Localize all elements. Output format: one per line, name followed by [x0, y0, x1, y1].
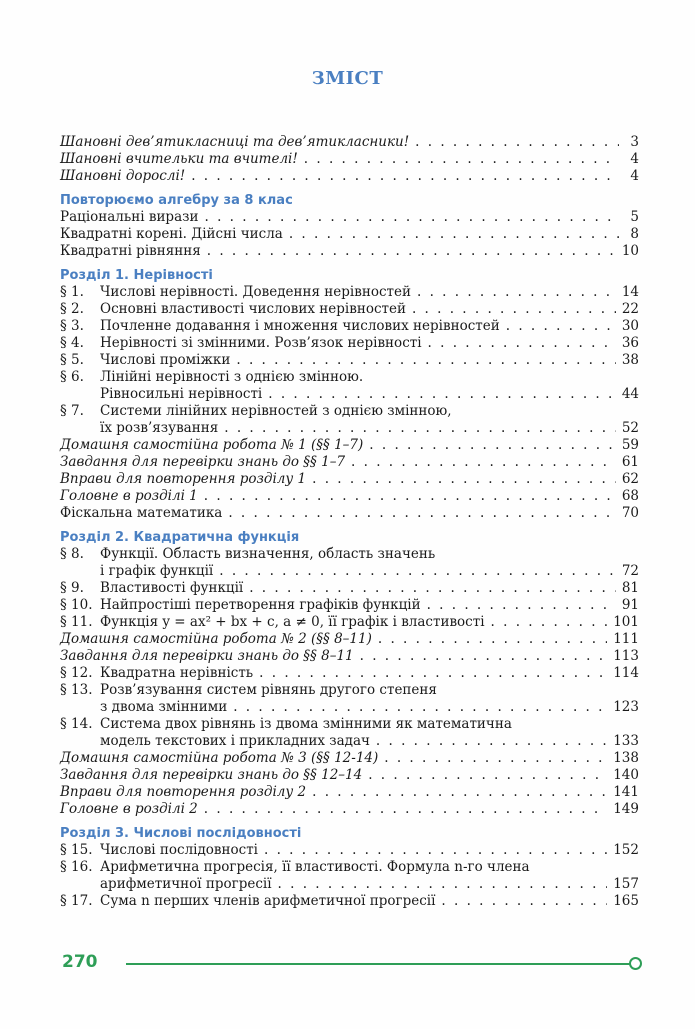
- toc-entry-continued[interactable]: Рівносильні нерівності . . . 44: [60, 386, 639, 403]
- toc-entry[interactable]: § 8. Функції. Область визначення, область значень: [60, 546, 436, 562]
- section-heading: Повторюємо алгебру за 8 клас: [60, 193, 293, 208]
- toc-entry[interactable]: Завдання для перевірки знань до §§ 1–7 . . . 61: [60, 454, 639, 471]
- toc-entry-continued[interactable]: і графік функції . . . 72: [60, 563, 639, 580]
- page-title: ЗМІСТ: [311, 68, 384, 89]
- section-heading: Розділ 1. Нерівності: [60, 268, 213, 283]
- toc-entry[interactable]: Фіскальна математика . . . 70: [60, 505, 639, 522]
- toc-entry[interactable]: Домашня самостійна робота № 3 (§§ 12-14) . . . 138: [60, 750, 639, 767]
- toc-entry[interactable]: Головне в розділі 2 . . . 149: [60, 801, 639, 818]
- toc-entry[interactable]: Квадратні корені. Дійсні числа . . . 8: [60, 226, 639, 243]
- table-of-contents: [60, 134, 639, 910]
- page-number: 270: [62, 952, 98, 972]
- toc-entry[interactable]: Завдання для перевірки знань до §§ 12–14 . . . 140: [60, 767, 639, 784]
- toc-entry[interactable]: § 9. Властивості функції . . . 81: [60, 580, 639, 597]
- toc-entry[interactable]: § 12. Квадратна нерівність . . . 114: [60, 665, 639, 682]
- toc-entry[interactable]: Вправи для повторення розділу 1 . . . 62: [60, 471, 639, 488]
- toc-entry[interactable]: § 2. Основні властивості числових нерівностей . . . 22: [60, 301, 639, 318]
- toc-entry[interactable]: Домашня самостійна робота № 2 (§§ 8–11) . . . 111: [60, 631, 639, 648]
- toc-entry[interactable]: § 13. Розв’язування систем рівнянь другого степеня: [60, 682, 437, 698]
- toc-entry[interactable]: § 10. Найпростіші перетворення графіків функцій . . . 91: [60, 597, 639, 614]
- toc-entry[interactable]: Завдання для перевірки знань до §§ 8–11 . . . 113: [60, 648, 639, 665]
- toc-entry[interactable]: Шановні вчительки та вчителі! . . . 4: [60, 151, 639, 168]
- toc-entry[interactable]: Домашня самостійна робота № 1 (§§ 1–7) . . . 59: [60, 437, 639, 454]
- footer-divider: [126, 963, 631, 965]
- footer-circle-icon: [629, 957, 642, 970]
- toc-entry[interactable]: § 14. Система двох рівнянь із двома змінними як математична: [60, 716, 512, 732]
- toc-entry[interactable]: Квадратні рівняння . . . 10: [60, 243, 639, 260]
- toc-entry[interactable]: § 5. Числові проміжки . . . 38: [60, 352, 639, 369]
- toc-entry-continued[interactable]: модель текстових і прикладних задач . . . 133: [60, 733, 639, 750]
- toc-entry[interactable]: Шановні дорослі! . . . 4: [60, 168, 639, 185]
- toc-entry[interactable]: Вправи для повторення розділу 2 . . . 141: [60, 784, 639, 801]
- toc-entry[interactable]: § 15. Числові послідовності . . . 152: [60, 842, 639, 859]
- section-heading: Розділ 3. Числові послідовності: [60, 826, 302, 841]
- toc-entry[interactable]: § 1. Числові нерівності. Доведення нерівностей . . . 14: [60, 284, 639, 301]
- toc-entry[interactable]: Головне в розділі 1 . . . 68: [60, 488, 639, 505]
- toc-entry[interactable]: Шановні дев’ятикласниці та дев’ятикласники! . . . 3: [60, 134, 639, 151]
- toc-entry[interactable]: § 17. Сума n перших членів арифметичної прогресії . . . 165: [60, 893, 639, 910]
- toc-entry-continued[interactable]: з двома змінними . . . 123: [60, 699, 639, 716]
- toc-entry[interactable]: Раціональні вирази . . . 5: [60, 209, 639, 226]
- toc-entry[interactable]: § 6. Лінійні нерівності з однією змінною.: [60, 369, 364, 385]
- toc-entry[interactable]: § 3. Почленне додавання і множення числових нерівностей . . . 30: [60, 318, 639, 335]
- toc-entry[interactable]: § 4. Нерівності зі змінними. Розв’язок нерівності . . . 36: [60, 335, 639, 352]
- section-heading: Розділ 2. Квадратична функція: [60, 530, 300, 545]
- toc-entry-continued[interactable]: арифметичної прогресії . . . 157: [60, 876, 639, 893]
- toc-entry[interactable]: § 7. Системи лінійних нерівностей з однією змінною,: [60, 403, 452, 419]
- toc-entry-continued[interactable]: їх розв’язування . . . 52: [60, 420, 639, 437]
- toc-entry[interactable]: § 11. Функція y = ax² + bx + c, a ≠ 0, її графік і властивості . . . 101: [60, 614, 639, 631]
- toc-entry[interactable]: § 16. Арифметична прогресія, її властивості. Формула n-го члена: [60, 859, 530, 875]
